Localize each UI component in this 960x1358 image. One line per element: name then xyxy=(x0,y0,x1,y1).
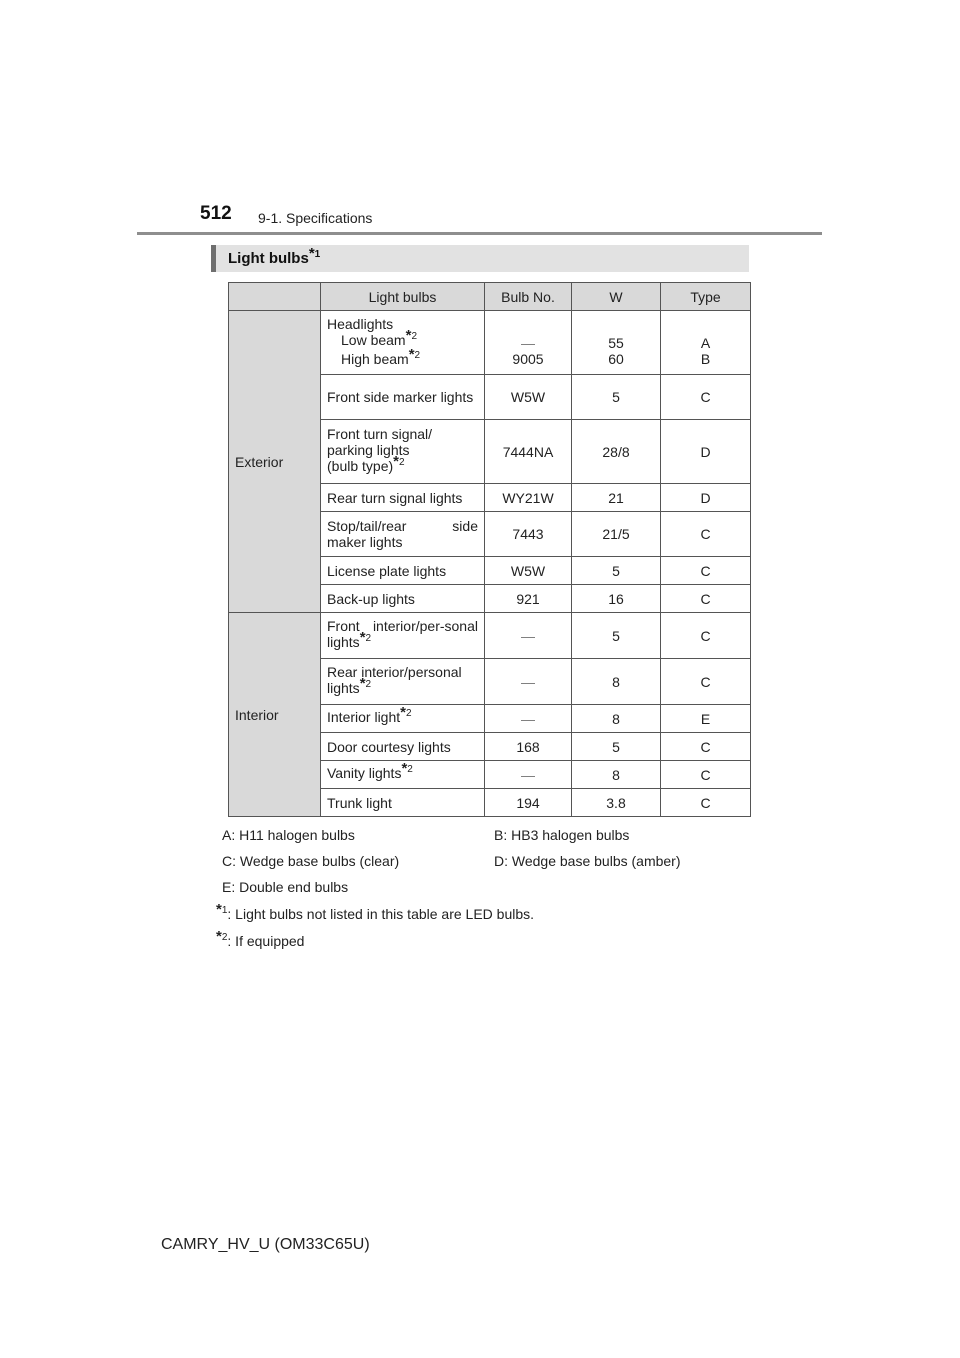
group-exterior: Exterior xyxy=(229,311,321,613)
row-bulb: 7443 xyxy=(485,512,572,557)
row-name: Interior light*$^2$ xyxy=(321,705,485,733)
row-name: Stop/tail/rear side maker lights xyxy=(321,512,485,557)
row-watt: 16 xyxy=(572,585,661,613)
row-watt: 8 xyxy=(572,705,661,733)
row-type: E xyxy=(661,705,751,733)
table-row xyxy=(229,613,751,659)
row-bulb: WY21W xyxy=(485,484,572,512)
row-type: C xyxy=(661,761,751,789)
row-type: C xyxy=(661,789,751,817)
row-watt: 21/5 xyxy=(572,512,661,557)
low-beam-label: Low beam*$^2$ xyxy=(341,326,417,348)
row-watt: 5 xyxy=(572,733,661,761)
row-watt: 5 xyxy=(572,613,661,659)
row-bulb: W5W xyxy=(485,557,572,585)
column-header-group xyxy=(229,283,321,311)
row-name: Rear interior/personal lights*$^2$ xyxy=(321,659,485,705)
column-header-light-bulbs: Light bulbs xyxy=(321,283,485,311)
row-bulb: — xyxy=(485,659,572,705)
row-watt: 8 xyxy=(572,659,661,705)
row-type: C xyxy=(661,585,751,613)
row-watt: 3.8 xyxy=(572,789,661,817)
row-name xyxy=(321,311,485,375)
legend-b: B: HB3 halogen bulbs xyxy=(494,827,630,843)
column-header-type: Type xyxy=(661,283,751,311)
row-type: C xyxy=(661,659,751,705)
row-bulb: 921 xyxy=(485,585,572,613)
footnote-1: *$^1$: Light bulbs not listed in this table are LED bulbs. xyxy=(216,901,535,922)
legend-d: D: Wedge base bulbs (amber) xyxy=(494,853,681,869)
column-header-bulb-no: Bulb No. xyxy=(485,283,572,311)
row-bulb: W5W xyxy=(485,375,572,420)
row-watt: 5 xyxy=(572,557,661,585)
row-watt: 8 xyxy=(572,761,661,789)
row-watt: 21 xyxy=(572,484,661,512)
heading-title: Light bulbs xyxy=(228,250,309,267)
table-header-row xyxy=(229,283,751,311)
table-row xyxy=(229,311,751,375)
row-name: Front side marker lights xyxy=(321,375,485,420)
footnote-2: *$^2$: If equipped xyxy=(216,928,305,949)
heading-star: * xyxy=(308,245,315,262)
row-name: Front interior/per-sonal lights*$^2$ xyxy=(321,613,485,659)
row-type: C xyxy=(661,733,751,761)
headlights-label: Headlights xyxy=(327,315,394,332)
row-name: Front turn signal/ parking lights (bulb type)*$^2$ xyxy=(321,420,485,484)
row-name: Rear turn signal lights xyxy=(321,484,485,512)
section-heading-text xyxy=(228,245,321,267)
row-bulb: 7444NA xyxy=(485,420,572,484)
row-bulb: — 9005 xyxy=(485,311,572,375)
row-watt: 28/8 xyxy=(572,420,661,484)
high-beam-label: High beam*$^2$ xyxy=(341,345,421,367)
row-type: C xyxy=(661,512,751,557)
heading-ref: 1 xyxy=(314,249,321,260)
group-interior: Interior xyxy=(229,613,321,817)
document-footer: CAMRY_HV_U (OM33C65U) xyxy=(161,1236,370,1253)
row-watt: 55 60 xyxy=(572,311,661,375)
page-number: 512 xyxy=(200,203,232,224)
row-type: C xyxy=(661,375,751,420)
row-type: A B xyxy=(661,311,751,375)
row-name: Door courtesy lights xyxy=(321,733,485,761)
row-type: D xyxy=(661,420,751,484)
row-bulb: — xyxy=(485,613,572,659)
row-bulb: — xyxy=(485,761,572,789)
legend-e: E: Double end bulbs xyxy=(222,879,349,895)
column-header-w: W xyxy=(572,283,661,311)
row-name: Vanity lights*$^2$ xyxy=(321,761,485,789)
row-type: C xyxy=(661,613,751,659)
row-name: Back-up lights xyxy=(321,585,485,613)
light-bulbs-table xyxy=(228,282,751,817)
header-divider xyxy=(137,232,822,235)
section-heading xyxy=(211,245,749,272)
row-type: D xyxy=(661,484,751,512)
row-name: License plate lights xyxy=(321,557,485,585)
legend-a: A: H11 halogen bulbs xyxy=(222,827,355,843)
row-bulb: 194 xyxy=(485,789,572,817)
row-type: C xyxy=(661,557,751,585)
row-bulb: — xyxy=(485,705,572,733)
row-bulb: 168 xyxy=(485,733,572,761)
section-title: 9-1. Specifications xyxy=(258,210,373,226)
row-name: Trunk light xyxy=(321,789,485,817)
legend-c: C: Wedge base bulbs (clear) xyxy=(222,853,400,869)
row-watt: 5 xyxy=(572,375,661,420)
